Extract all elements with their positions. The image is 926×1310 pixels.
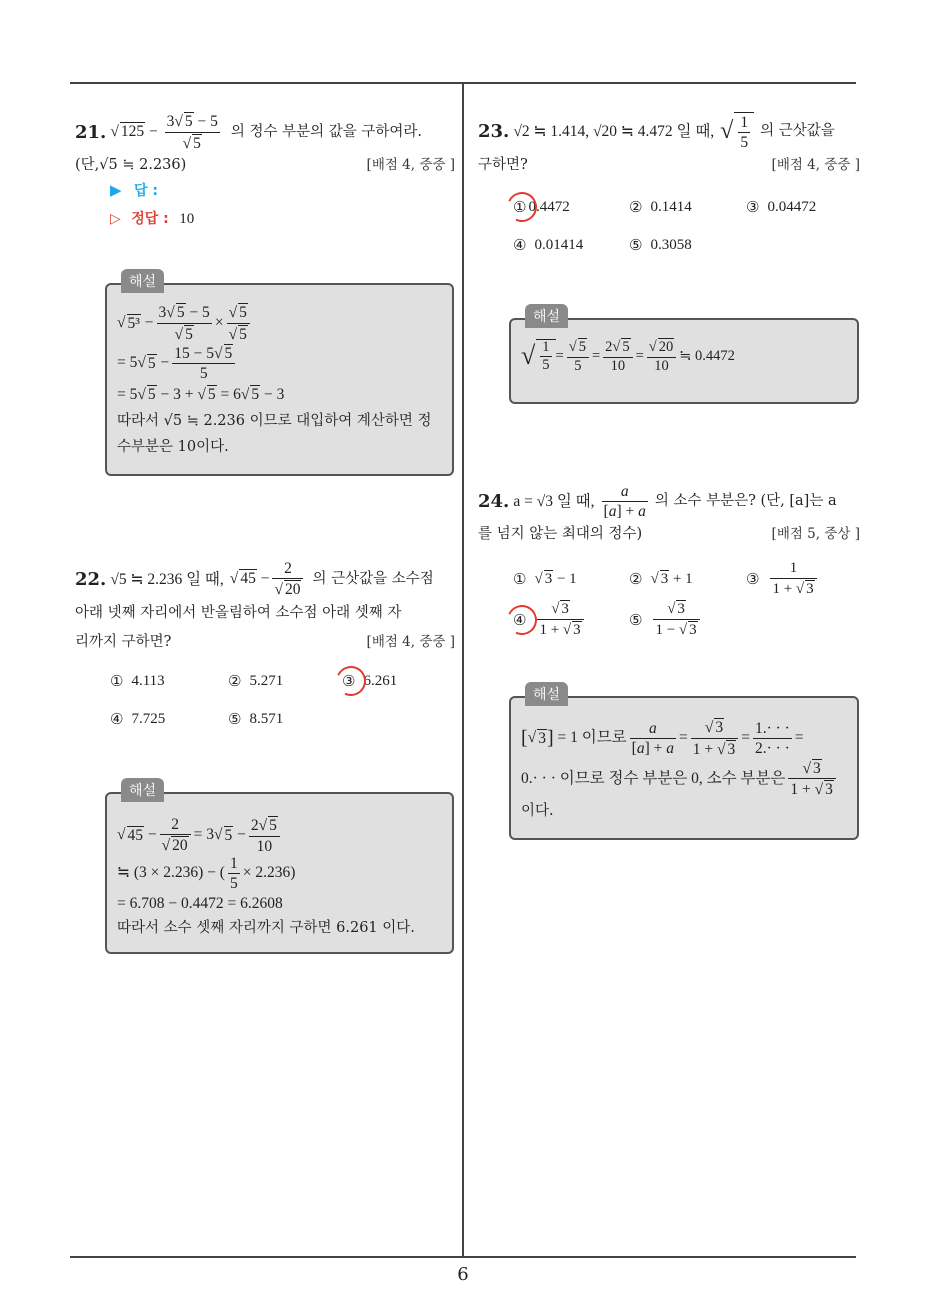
page-number: 6 — [457, 1264, 469, 1285]
solution-line: = 6.708 − 0.4472 = 6.2608 — [117, 894, 283, 912]
question-stem: 의 정수 부분의 값을 구하여라. — [230, 123, 422, 140]
question-stem: a = √3 일 때, — [513, 493, 595, 511]
solution-body: √ $\frac{1}{5}$ = $\frac{√ 5}{5}$ = $\frac{2√ 5}{10}$ = $\frac{√ 20}{10}$ ≒ 0.4472 — [521, 338, 735, 374]
question-stem: √2 ≒ 1.414, √20 ≒ 4.472 일 때, — [513, 123, 715, 141]
solution-line: 따라서 √5 ≒ 2.236 이므로 대입하여 계산하면 정 — [117, 413, 432, 430]
solution-line: 0.· · · 이므로 정수 부분은 0, 소수 부분은 — [521, 769, 786, 787]
question-number: 22. — [75, 568, 107, 590]
question-stem: √5 ≒ 2.236 일 때, — [110, 570, 224, 588]
choice-2[interactable]: ② √ 3 + 1 — [629, 570, 693, 589]
solution-tab: 해설 — [525, 682, 568, 706]
question-stem: 의 소수 부분은? (단, [a]는 a — [654, 493, 837, 510]
solution-result: ≒ 0.4472 — [679, 348, 735, 365]
question-stem: 아래 넷째 자리에서 반올림하여 소수점 아래 셋째 자 — [75, 604, 402, 621]
solution-line: 이다. — [521, 803, 554, 820]
solution-tab: 해설 — [525, 304, 568, 328]
score-meta: [배점 4, 중중 ] — [366, 156, 455, 173]
solution-body: [ √ 3 ] = 1 이므로 $\frac{a}{[a] + a}$ = $\frac{√ 3}{1 + √ 3}$ = $\frac{1.\cdot \cdot \cdot}{2.\cdot \cdot \cdot}$ = 0.· · · 이므로 정수 부분은 0, 소수 부분은 $\frac{√ 3}{1 + √ 3}$ 이다. — [521, 718, 847, 823]
solution-line: 따라서 소수 셋째 자리까지 구하면 6.261 이다. — [117, 919, 415, 936]
question-23 — [478, 112, 860, 180]
question-stem: 의 근삿값을 소수점 — [312, 570, 434, 587]
question-condition: (단,√5 ≒ 2.236) — [75, 156, 187, 173]
answer-mark-icon — [332, 662, 370, 700]
math-expression: √ 125 − $\frac{3√ 5 - 5}{√ 5}$ — [110, 113, 218, 152]
solution-tab: 해설 — [121, 778, 164, 802]
solution-line: 수부분은 10이다. — [117, 439, 229, 456]
choice-2[interactable]: ② 5.271 — [228, 672, 284, 690]
question-stem: 리까지 구하면? — [75, 633, 172, 650]
choice-5[interactable]: ⑤ 8.571 — [228, 710, 284, 728]
choice-4[interactable]: ④ 7.725 — [110, 710, 166, 728]
math-expression: √ $\frac{1}{5}$ — [720, 112, 754, 151]
choice-1[interactable]: ① √ 3 − 1 — [513, 570, 577, 589]
solution-tab: 해설 — [121, 269, 164, 293]
choice-1[interactable]: ① 0.4472 — [513, 198, 570, 216]
solution-body: √ 45 − $\frac{2}{√ 20}$ = 3√ 5 − $\frac{2√ 5}{10}$ ≒ (3 × 2.236) − ( $\frac{1}{5}$ × 2.236) = 6.708 − 0.4472 = 6.2608 따라서 소수 셋째 자리까지 구하면 6.261 이다. — [117, 816, 442, 940]
question-number: 23. — [478, 121, 510, 143]
solution-box — [509, 309, 859, 404]
choice-3[interactable]: ③ 6.261 — [342, 672, 397, 690]
score-meta: [배점 5, 중상 ] — [771, 526, 860, 543]
correct-answer-label: 정답 : — [131, 211, 169, 227]
solution-box — [105, 783, 454, 954]
answer-mark-icon — [503, 601, 541, 639]
solution-body: √ 5³ − $\frac{3√ 5 - 5}{√ 5}$ × $\frac{√ 5}{√ 5}$ = 5√ 5 − $\frac{15 - 5√ 5}{5}$ = 5√ 5 − 3 + √ 5 = 6√ 5 − 3 따라서 √5 ≒ 2.236 이므로 대입하여 계산하면 정 수부분은 10이다. — [117, 303, 442, 460]
question-stem: 의 근삿값을 — [760, 123, 835, 140]
score-meta: [배점 4, 중중 ] — [366, 633, 455, 650]
question-stem: 를 넘지 않는 최대의 정수) — [478, 526, 643, 543]
choice-1[interactable]: ① 4.113 — [110, 672, 165, 690]
score-meta: [배점 4, 중중 ] — [771, 157, 860, 174]
correct-answer-line — [110, 208, 194, 228]
play-triangle-icon: ▶ — [110, 181, 122, 199]
solution-box — [105, 274, 454, 476]
solution-line: = 1 이므로 — [557, 729, 627, 747]
answer-label: 답 : — [134, 183, 158, 199]
answer-line — [110, 180, 158, 200]
choice-2[interactable]: ② 0.1414 — [629, 198, 692, 216]
solution-box — [509, 687, 859, 840]
choice-4[interactable]: ④ $\frac{√ 3}{1 + √ 3}$ — [513, 600, 587, 640]
choice-5[interactable]: ⑤ 0.3058 — [629, 236, 692, 254]
question-number: 21. — [75, 121, 107, 143]
choice-3[interactable]: ③ $\frac{1}{1 + √ 3}$ — [746, 560, 820, 598]
footer-rule — [70, 1256, 856, 1258]
question-22 — [75, 560, 455, 657]
math-expression: $\frac{a}{[a] + a}$ — [603, 483, 646, 521]
correct-answer-value: 10 — [179, 211, 195, 227]
outline-triangle-icon: ▷ — [110, 211, 121, 227]
answer-mark-icon — [503, 188, 541, 226]
question-stem: 구하면? — [478, 157, 528, 174]
column-divider — [462, 83, 464, 1258]
choice-5[interactable]: ⑤ $\frac{√ 3}{1 - √ 3}$ — [629, 600, 703, 640]
math-expression: √ 45 − $\frac{2}{√ 20}$ — [230, 560, 307, 599]
choice-3[interactable]: ③ 0.04472 — [746, 198, 817, 216]
question-24 — [478, 483, 860, 549]
question-21 — [75, 112, 455, 180]
question-number: 24. — [478, 491, 510, 513]
choice-4[interactable]: ④ 0.01414 — [513, 236, 584, 254]
